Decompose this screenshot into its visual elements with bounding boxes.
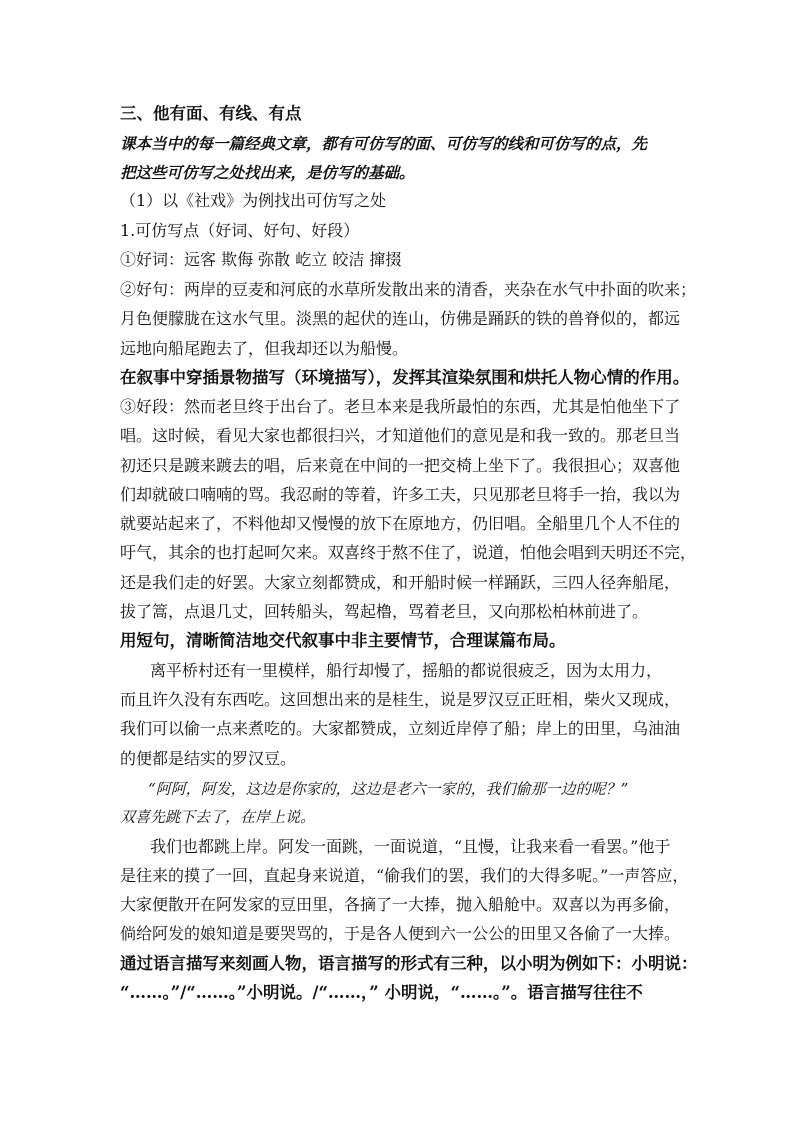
short-sentence-note: 用短句，清晰简洁地交代叙事中非主要情节，合理谋篇布局。 [120, 631, 566, 650]
good-paragraph-line: 还是我们走的好罢。大家立刻都赞成，和开船时候一样踊跃，三四人径奔船尾， [120, 573, 681, 592]
excerpt-line: 离平桥村还有一里模样，船行却慢了，摇船的都说很疲乏，因为太用力， [150, 661, 663, 680]
item-1-line: （1）以《社戏》为例找出可仿写之处 [120, 191, 387, 210]
good-sentence-line: ②好句：两岸的豆麦和河底的水草所发散出来的清香，夹杂在水气中扑面的吹来； [120, 280, 697, 299]
good-paragraph-line: 们却就破口喃喃的骂。我忍耐的等着，许多工夫，只见那老旦将手一抬，我以为 [120, 485, 681, 504]
good-paragraph-line: 初还只是踱来踱去的唱，后来竟在中间的一把交椅上坐下了。我很担心；双喜他 [120, 456, 681, 475]
scenery-note: 在叙事中穿插景物描写（环境描写），发挥其渲染氛围和烘托人物心情的作用。 [120, 368, 690, 387]
excerpt-line: 我们也都跳上岸。阿发一面跳，一面说道，“且慢，让我来看一看罢。”他于 [150, 837, 671, 856]
dialogue-line: “阿阿，阿发，这边是你家的，这边是老六一家的，我们偷那一边的呢？” [148, 780, 629, 798]
good-paragraph-line: 唱。这时候，看见大家也都很扫兴，才知道他们的意见是和我一致的。那老旦当 [120, 426, 681, 445]
excerpt-line: 倘给阿发的娘知道是要哭骂的，于是各人便到六一公公的田里又各偷了一大捧。 [120, 924, 681, 943]
excerpt-line: 我们可以偷一点来煮吃的。大家都赞成，立刻近岸停了船；岸上的田里，乌油油 [120, 719, 681, 738]
excerpt-line: 而且许久没有东西吃。这回想出来的是桂生，说是罗汉豆正旺相，柴火又现成， [120, 690, 681, 709]
good-paragraph-line: 拔了篙，点退几丈，回转船头，驾起橹，骂着老旦，又向那松柏林前进了。 [120, 602, 649, 621]
excerpt-line: 的便都是结实的罗汉豆。 [120, 749, 297, 768]
good-paragraph-line: 吁气，其余的也打起呵欠来。双喜终于熬不住了，说道，怕他会唱到天明还不完， [120, 543, 697, 562]
good-paragraph-line: ③好段：然而老旦终于出台了。老旦本来是我所最怕的东西，尤其是怕他坐下了 [120, 397, 681, 416]
good-words-line: ①好词：远客 欺侮 弥散 屹立 皎洁 撺掇 [120, 250, 402, 269]
section-heading: 三、他有面、有线、有点 [120, 104, 302, 123]
excerpt-line: 是往来的摸了一回，直起身来说道，“偷我们的罢，我们的大得多呢。”一声答应， [120, 866, 689, 885]
good-sentence-line: 远地向船尾跑去了，但我却还以为船慢。 [120, 339, 409, 358]
dialogue-line: 双喜先跳下去了，在岸上说。 [120, 808, 316, 826]
intro-line: 把这些可仿写之处找出来，是仿写的基础。 [120, 163, 415, 182]
good-paragraph-line: 就要站起来了，不料他却又慢慢的放下在原地方，仍旧唱。全船里几个人不住的 [120, 514, 681, 533]
excerpt-line: 大家便散开在阿发家的豆田里，各摘了一大捧，抛入船舱中。双喜以为再多偷， [120, 895, 681, 914]
language-note: 通过语言描写来刻画人物，语言描写的形式有三种，以小明为例如下：小明说： [120, 954, 698, 973]
language-note: “……。”/“……。”小明说。/“……，” 小明说，“……。”。语言描写往往不 [120, 983, 643, 1002]
intro-line: 课本当中的每一篇经典文章，都有可仿写的面、可仿写的线和可仿写的点，先 [120, 134, 648, 153]
good-sentence-line: 月色便朦胧在这水气里。淡黑的起伏的连山，仿佛是踊跃的铁的兽脊似的，都远 [120, 309, 681, 328]
item-2-line: 1.可仿写点（好词、好句、好段） [120, 221, 360, 240]
